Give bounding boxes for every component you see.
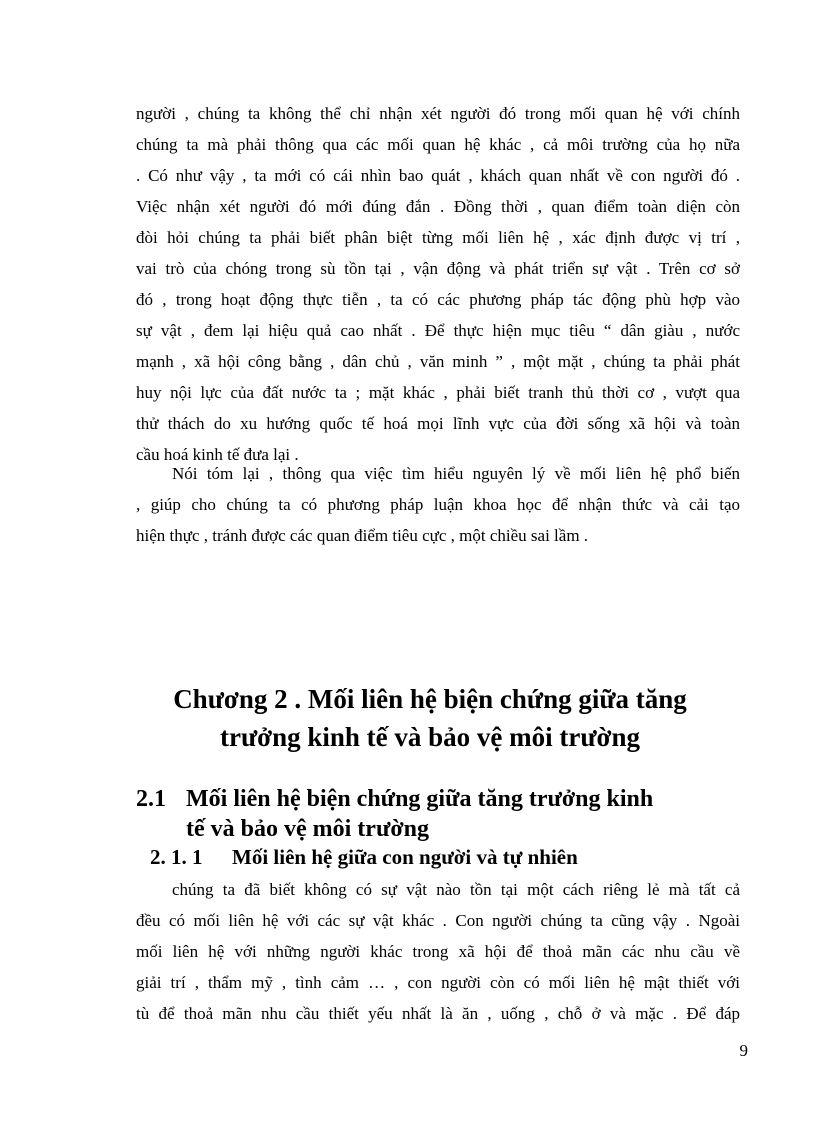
text-line: mối liên hệ với những người khác trong xã hội để thoả mãn các nhu cầu về [136,942,740,961]
text-line: người , chúng ta không thể chỉ nhận xét người đó trong mối quan hệ với chính [136,104,740,123]
text-line: cầu hoá kinh tế đưa lại . [136,445,299,464]
text-line: đều có mối liên hệ với các sự vật khác . Con người chúng ta cũng vậy . Ngoài [136,911,740,930]
text-line: Việc nhận xét người đó mới đúng đắn . Đồng thời , quan điểm toàn diện còn [136,197,740,216]
text-line: vai trò của chóng trong sù tồn tại , vận động và phát triển sự vật . Trên cơ sở [136,259,740,278]
text-line: chúng ta mà phải thông qua các mối quan hệ khác , cả môi trường của họ nữa [136,135,740,154]
chapter-title-line-2: trưởng kinh tế và bảo vệ môi trường [219,722,641,752]
text-line: chúng ta đã biết không có sự vật nào tồn tại một cách riêng lẻ mà tất cả [172,880,740,899]
text-line: Nói tóm lại , thông qua việc tìm hiểu nguyên lý về mối liên hệ phổ biến [172,464,740,483]
chapter-title [120,680,740,756]
subsection-heading [150,842,578,872]
section-title-line-2: tế và bảo vệ môi trường [186,816,429,842]
subsection-number: 2. 1. 1 [150,845,203,869]
text-line: đòi hỏi chúng ta phải biết phân biệt từng mối liên hệ , xác định được vị trí , [136,228,740,247]
text-line: sự vật , đem lại hiệu quả cao nhất . Để thực hiện mục tiêu “ dân giàu , nước [136,321,740,340]
paragraph-body [136,874,740,1029]
section-number: 2.1 [136,786,166,812]
text-line: mạnh , xã hội công bằng , dân chủ , văn minh ” , một mặt , chúng ta phải phát [136,352,740,371]
text-line: huy nội lực của đất nước ta ; mặt khác , phải biết tranh thủ thời cơ , vượt qua [136,383,740,402]
text-line: . Có như vậy , ta mới có cái nhìn bao quát , khách quan nhất về con người đó . [136,166,740,185]
text-line: đó , trong hoạt động thực tiễn , ta có các phương pháp tác động phù hợp vào [136,290,740,309]
section-heading [136,784,740,844]
section-title-line-1: Mối liên hệ biện chứng giữa tăng trưởng kinh [186,786,654,812]
text-line: , giúp cho chúng ta có phương pháp luận khoa học để nhận thức và cải tạo [136,495,740,514]
text-line: tù để thoả mãn nhu cầu thiết yếu nhất là ăn , uống , chỗ ở và mặc . Để đáp [136,1004,740,1023]
text-line: thử thách do xu hướng quốc tế hoá mọi lĩnh vực của đời sống xã hội và toàn [136,414,740,433]
text-line: hiện thực , tránh được các quan điểm tiêu cực , một chiều sai lầm . [136,526,589,545]
chapter-title-line-1: Chương 2 . Mối liên hệ biện chứng giữa tăng [173,684,687,714]
paragraph-continuation [136,98,740,470]
paragraph-conclusion [136,458,740,551]
page-number: 9 [739,1041,748,1060]
text-line: giải trí , thẩm mỹ , tình cảm … , con người còn có mối liên hệ mật thiết với [136,973,740,992]
subsection-title: Mối liên hệ giữa con người và tự nhiên [232,845,578,869]
